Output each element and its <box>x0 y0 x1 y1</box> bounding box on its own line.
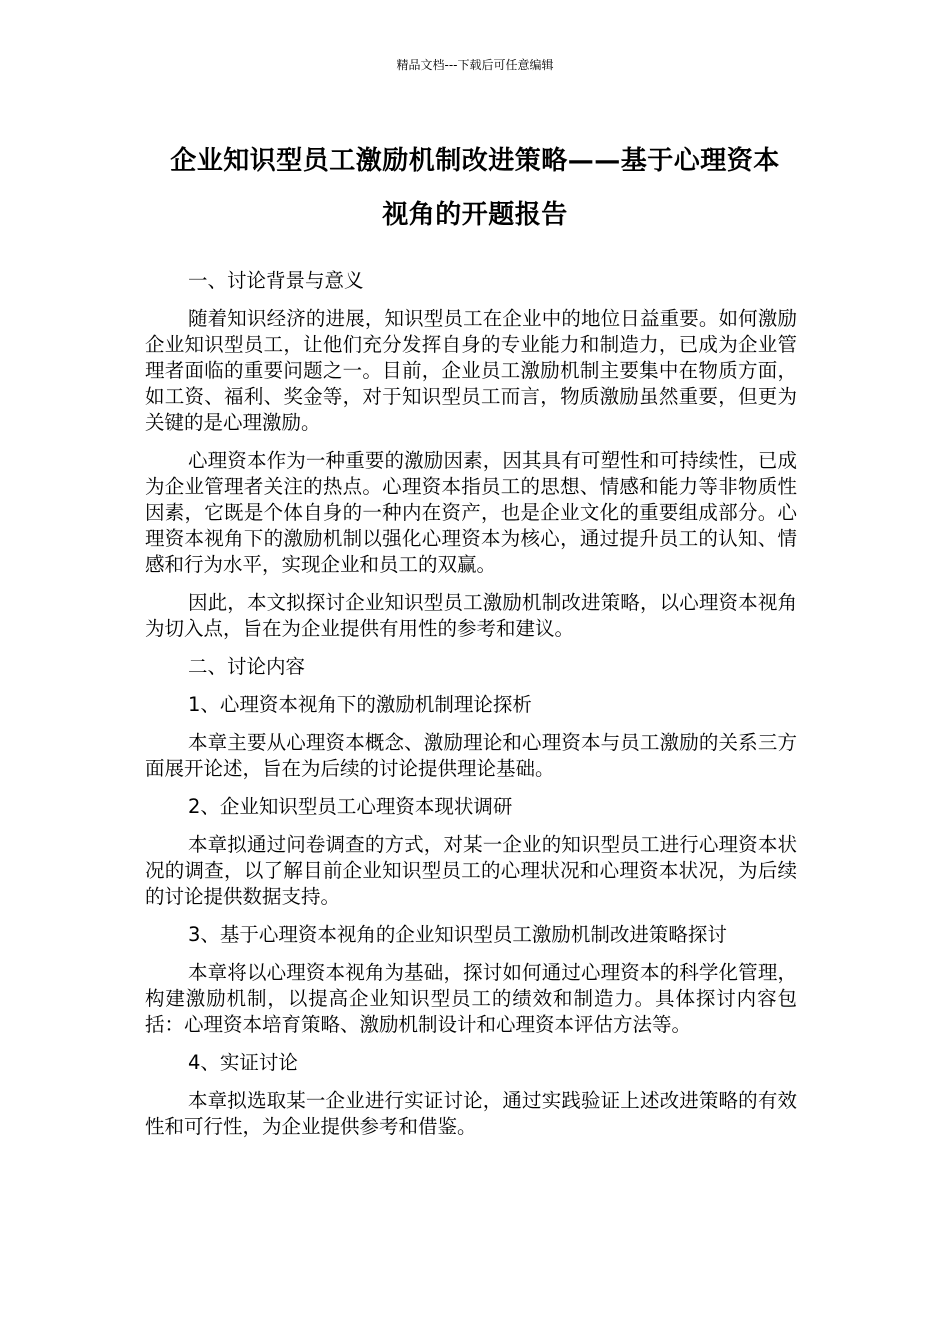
subsection-1-paragraph: 本章主要从心理资本概念、激励理论和心理资本与员工激励的关系三方面展开论述，旨在为后续的讨论提供理论基础。 <box>145 731 797 780</box>
section-1-paragraph-1: 随着知识经济的进展，知识型员工在企业中的地位日益重要。如何激励企业知识型员工，让他们充分发挥自身的专业能力和制造力，已成为企业管理者面临的重要问题之一。目前，企业员工激励机制主要集中在物质方面，如工资、福利、奖金等，对于知识型员工而言，物质激励虽然重要，但更为关键的是心理激励。 <box>145 307 797 434</box>
subsection-4-heading: 4、实证讨论 <box>188 1051 298 1074</box>
subsection-1-heading: 1、心理资本视角下的激励机制理论探析 <box>188 693 532 716</box>
section-1-heading: 一、讨论背景与意义 <box>188 269 364 292</box>
section-1-paragraph-2: 心理资本作为一种重要的激励因素，因其具有可塑性和可持续性，已成为企业管理者关注的热点。心理资本指员工的思想、情感和能力等非物质性因素，它既是个体自身的一种内在资产，也是企业文化的重要组成部分。心理资本视角下的激励机制以强化心理资本为核心，通过提升员工的认知、情感和行为水平，实现企业和员工的双赢。 <box>145 449 797 576</box>
subsection-3-paragraph: 本章将以心理资本视角为基础，探讨如何通过心理资本的科学化管理，构建激励机制，以提高企业知识型员工的绩效和制造力。具体探讨内容包括：心理资本培育策略、激励机制设计和心理资本评估方法等。 <box>145 961 797 1036</box>
page-header: 精品文档---下载后可任意编辑 <box>396 58 554 72</box>
subsection-2-paragraph: 本章拟通过问卷调查的方式，对某一企业的知识型员工进行心理资本状况的调查，以了解目前企业知识型员工的心理状况和心理资本状况，为后续的讨论提供数据支持。 <box>145 833 797 908</box>
section-1-paragraph-3: 因此，本文拟探讨企业知识型员工激励机制改进策略，以心理资本视角为切入点，旨在为企业提供有用性的参考和建议。 <box>145 591 797 640</box>
subsection-2-heading: 2、企业知识型员工心理资本现状调研 <box>188 795 513 818</box>
subsection-3-heading: 3、基于心理资本视角的企业知识型员工激励机制改进策略探讨 <box>188 923 727 946</box>
section-2-heading: 二、讨论内容 <box>188 655 306 678</box>
title-line-2: 视角的开题报告 <box>382 200 568 230</box>
title-line-1: 企业知识型员工激励机制改进策略——基于心理资本 <box>170 146 780 176</box>
document-title <box>140 134 810 242</box>
document-body <box>145 268 797 1140</box>
subsection-4-paragraph: 本章拟选取某一企业进行实证讨论，通过实践验证上述改进策略的有效性和可行性，为企业提供参考和借鉴。 <box>145 1089 797 1138</box>
